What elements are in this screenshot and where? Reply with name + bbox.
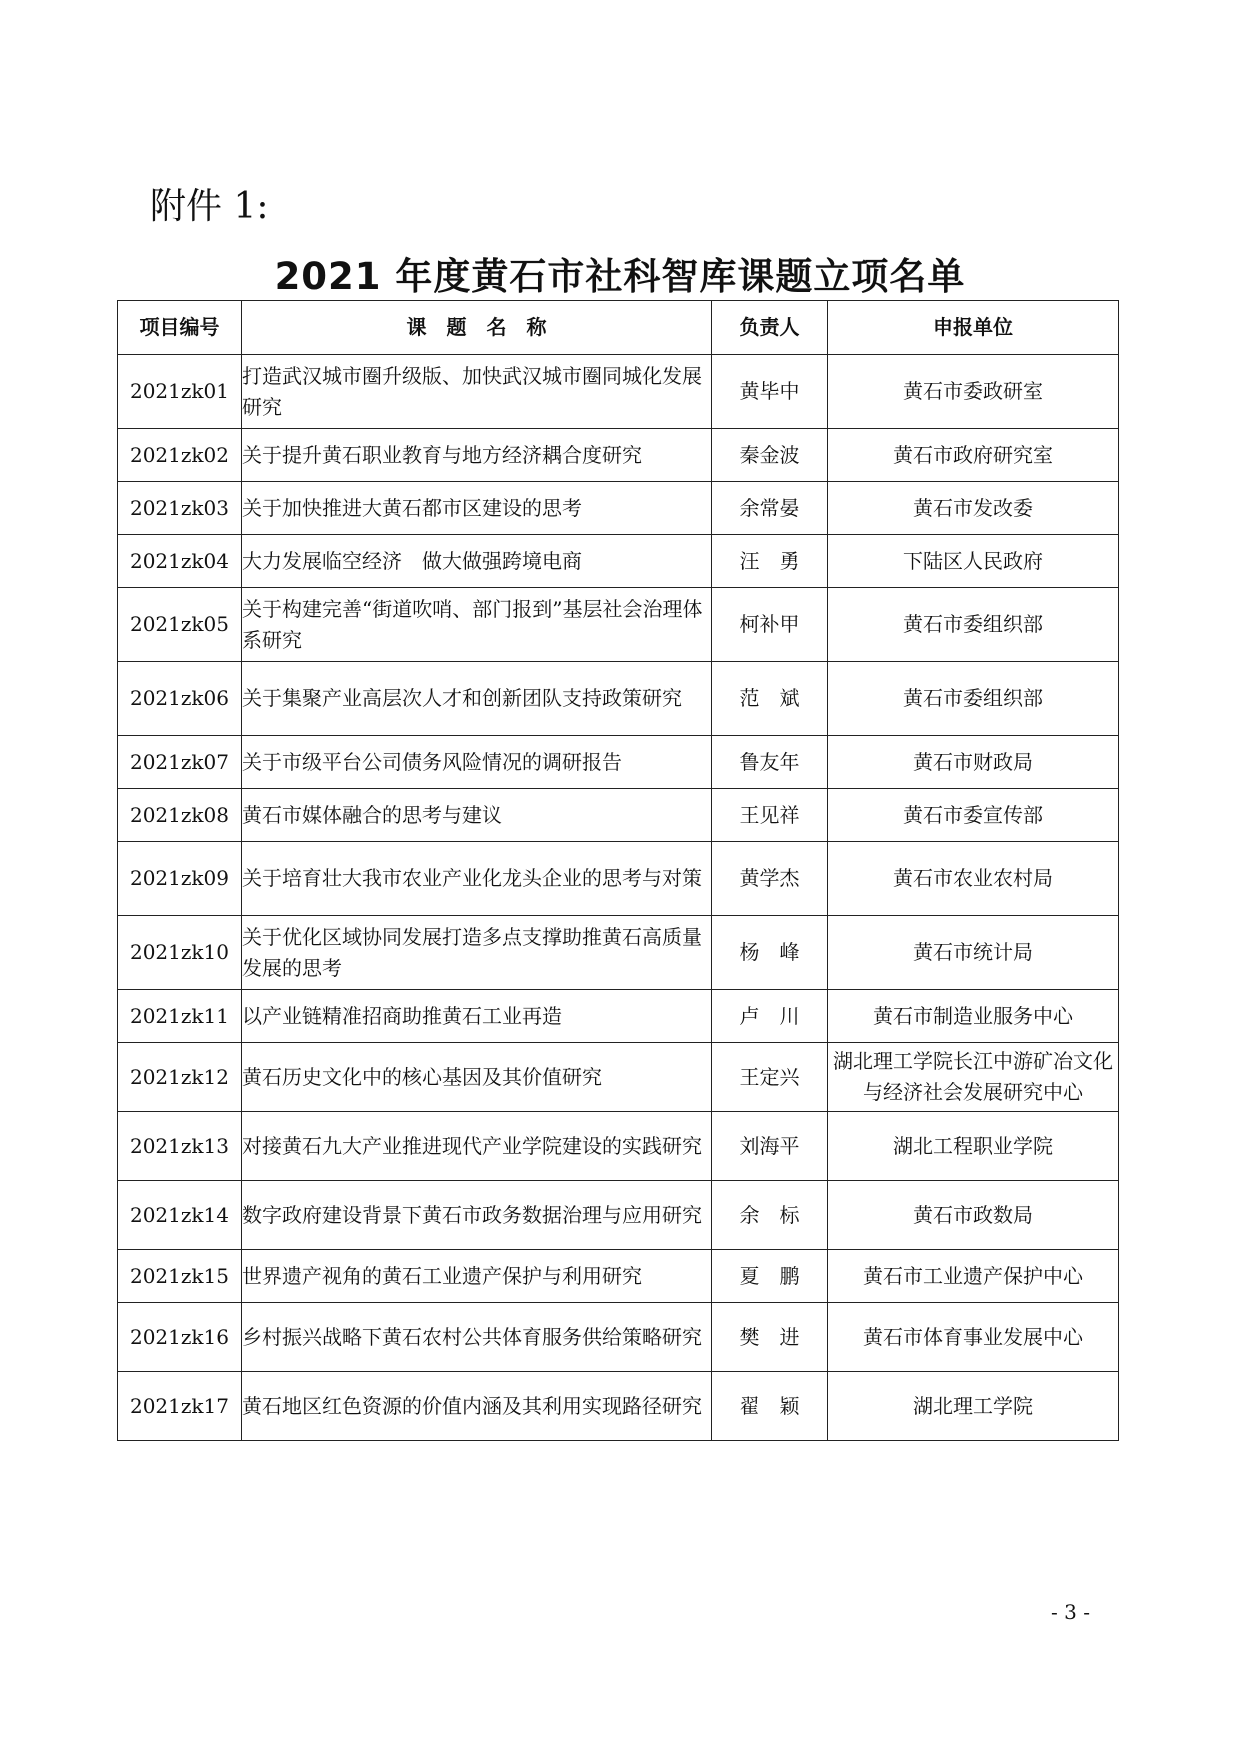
cell-code: 2021zk13 [118, 1112, 242, 1181]
cell-person: 夏 鹏 [712, 1250, 828, 1303]
cell-person: 柯补甲 [712, 588, 828, 662]
cell-code: 2021zk10 [118, 916, 242, 990]
cell-topic: 关于市级平台公司债务风险情况的调研报告 [242, 736, 712, 789]
cell-unit: 湖北工程职业学院 [828, 1112, 1119, 1181]
cell-code: 2021zk14 [118, 1181, 242, 1250]
cell-unit: 黄石市委组织部 [828, 662, 1119, 736]
cell-person: 余 标 [712, 1181, 828, 1250]
cell-unit: 黄石市农业农村局 [828, 842, 1119, 916]
cell-code: 2021zk15 [118, 1250, 242, 1303]
table-row [118, 789, 1119, 842]
table-row [118, 1303, 1119, 1372]
table-row [118, 1043, 1119, 1112]
cell-code: 2021zk07 [118, 736, 242, 789]
cell-topic: 世界遗产视角的黄石工业遗产保护与利用研究 [242, 1250, 712, 1303]
cell-code: 2021zk12 [118, 1043, 242, 1112]
cell-unit: 黄石市发改委 [828, 482, 1119, 535]
header-person: 负责人 [712, 301, 828, 355]
cell-code: 2021zk04 [118, 535, 242, 588]
cell-topic: 数字政府建设背景下黄石市政务数据治理与应用研究 [242, 1181, 712, 1250]
table-row [118, 1112, 1119, 1181]
table-row [118, 916, 1119, 990]
cell-topic: 关于集聚产业高层次人才和创新团队支持政策研究 [242, 662, 712, 736]
cell-unit: 黄石市制造业服务中心 [828, 990, 1119, 1043]
cell-topic: 黄石地区红色资源的价值内涵及其利用实现路径研究 [242, 1372, 712, 1441]
cell-unit: 黄石市工业遗产保护中心 [828, 1250, 1119, 1303]
cell-unit: 黄石市统计局 [828, 916, 1119, 990]
cell-person: 翟 颖 [712, 1372, 828, 1441]
cell-topic: 乡村振兴战略下黄石农村公共体育服务供给策略研究 [242, 1303, 712, 1372]
cell-topic: 以产业链精准招商助推黄石工业再造 [242, 990, 712, 1043]
table-row [118, 355, 1119, 429]
table-row [118, 842, 1119, 916]
cell-person: 汪 勇 [712, 535, 828, 588]
cell-person: 秦金波 [712, 429, 828, 482]
cell-unit: 黄石市委宣传部 [828, 789, 1119, 842]
cell-unit: 下陆区人民政府 [828, 535, 1119, 588]
cell-topic: 关于加快推进大黄石都市区建设的思考 [242, 482, 712, 535]
table-body [118, 355, 1119, 1441]
table-row [118, 1372, 1119, 1441]
cell-code: 2021zk01 [118, 355, 242, 429]
cell-code: 2021zk03 [118, 482, 242, 535]
cell-person: 王定兴 [712, 1043, 828, 1112]
table-row [118, 482, 1119, 535]
cell-person: 刘海平 [712, 1112, 828, 1181]
cell-person: 卢 川 [712, 990, 828, 1043]
table-row [118, 535, 1119, 588]
cell-unit: 黄石市体育事业发展中心 [828, 1303, 1119, 1372]
cell-code: 2021zk17 [118, 1372, 242, 1441]
cell-code: 2021zk06 [118, 662, 242, 736]
cell-topic: 黄石市媒体融合的思考与建议 [242, 789, 712, 842]
attachment-label: 附件 1: [150, 186, 269, 227]
cell-code: 2021zk11 [118, 990, 242, 1043]
cell-topic: 关于构建完善“街道吹哨、部门报到”基层社会治理体系研究 [242, 588, 712, 662]
cell-topic: 打造武汉城市圈升级版、加快武汉城市圈同城化发展研究 [242, 355, 712, 429]
cell-person: 杨 峰 [712, 916, 828, 990]
cell-code: 2021zk16 [118, 1303, 242, 1372]
table-row [118, 736, 1119, 789]
table-row [118, 990, 1119, 1043]
table-row [118, 429, 1119, 482]
cell-topic: 对接黄石九大产业推进现代产业学院建设的实践研究 [242, 1112, 712, 1181]
cell-code: 2021zk02 [118, 429, 242, 482]
cell-code: 2021zk08 [118, 789, 242, 842]
cell-person: 黄毕中 [712, 355, 828, 429]
cell-person: 范 斌 [712, 662, 828, 736]
cell-person: 王见祥 [712, 789, 828, 842]
table-header-row [118, 301, 1119, 355]
cell-topic: 大力发展临空经济 做大做强跨境电商 [242, 535, 712, 588]
cell-code: 2021zk05 [118, 588, 242, 662]
cell-person: 鲁友年 [712, 736, 828, 789]
cell-unit: 黄石市政数局 [828, 1181, 1119, 1250]
cell-code: 2021zk09 [118, 842, 242, 916]
cell-person: 樊 进 [712, 1303, 828, 1372]
cell-person: 黄学杰 [712, 842, 828, 916]
table-row [118, 662, 1119, 736]
table-row [118, 1250, 1119, 1303]
cell-topic: 关于提升黄石职业教育与地方经济耦合度研究 [242, 429, 712, 482]
page-number: - 3 - [1051, 1600, 1090, 1624]
header-topic: 课 题 名 称 [242, 301, 712, 355]
table-row [118, 588, 1119, 662]
cell-unit: 黄石市委政研室 [828, 355, 1119, 429]
cell-unit: 湖北理工学院长江中游矿冶文化与经济社会发展研究中心 [828, 1043, 1119, 1112]
cell-unit: 湖北理工学院 [828, 1372, 1119, 1441]
cell-unit: 黄石市委组织部 [828, 588, 1119, 662]
page-title: 2021 年度黄石市社科智库课题立项名单 [274, 255, 966, 298]
cell-unit: 黄石市财政局 [828, 736, 1119, 789]
cell-topic: 关于优化区域协同发展打造多点支撑助推黄石高质量发展的思考 [242, 916, 712, 990]
table-row [118, 1181, 1119, 1250]
cell-topic: 关于培育壮大我市农业产业化龙头企业的思考与对策 [242, 842, 712, 916]
cell-unit: 黄石市政府研究室 [828, 429, 1119, 482]
header-unit: 申报单位 [828, 301, 1119, 355]
cell-topic: 黄石历史文化中的核心基因及其价值研究 [242, 1043, 712, 1112]
cell-person: 余常晏 [712, 482, 828, 535]
header-code: 项目编号 [118, 301, 242, 355]
project-table [117, 300, 1119, 1441]
